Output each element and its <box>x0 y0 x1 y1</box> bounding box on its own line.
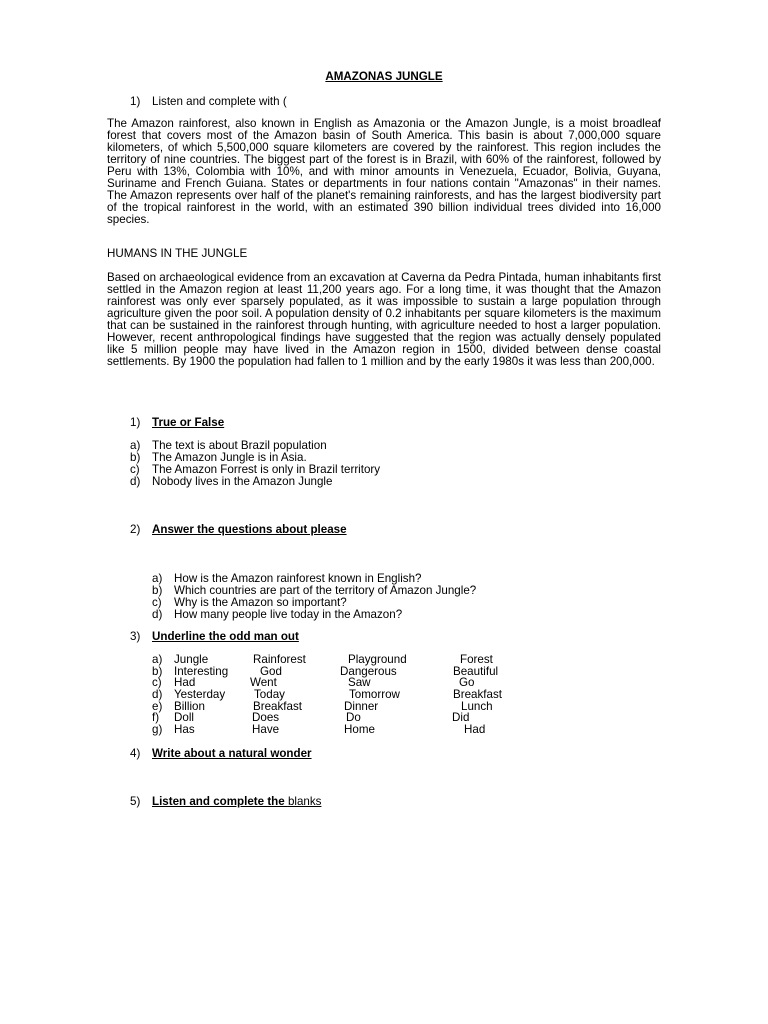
question-4-heading <box>130 748 312 760</box>
list-item: c) The Amazon Forrest is only in Brazil territory <box>130 463 381 476</box>
page-title: AMAZONAS JUNGLE <box>325 70 443 83</box>
question-number: 1) <box>130 416 141 429</box>
question-number: 5) <box>130 795 141 808</box>
intro-instruction <box>130 96 287 108</box>
question-label: Listen and complete the <box>152 795 288 808</box>
question-label: Answer the questions about please <box>152 523 347 536</box>
list-item: a) How is the Amazon rainforest known in English? <box>152 572 422 585</box>
question-1-items <box>130 440 380 488</box>
question-label: Write about a natural wonder <box>152 747 312 760</box>
list-item: d) How many people live today in the Amazon? <box>152 608 403 621</box>
intro-text: Listen and complete with ( <box>152 95 287 108</box>
list-item: d) Nobody lives in the Amazon Jungle <box>130 475 333 488</box>
question-label: True or False <box>152 416 225 429</box>
list-item: b) The Amazon Jungle is in Asia. <box>130 451 307 464</box>
question-number: 2) <box>130 523 141 536</box>
paragraph-humans: Based on archaeological evidence from an excavation at Caverna da Pedra Pintada, human inhabitants first settled in the Amazon region at least 11,200 years ago. For a long time, it was thought that the Amazon rainforest was only ever sparsely populated, as it was impossible to sustain a large population through agriculture given the poor soil. A population density of 0.2 inhabitants per square kilometers is the maximum that can be sustained in the rainforest through hunting, with agriculture needed to host a larger population. However, recent anthropological findings have suggested that the region was actually densely populated like 5 million people may have lived in the Amazon region in 1500, divided between dense coastal settlements. By 1900 the population had fallen to 1 million and by the early 1980s it was less than 200,000. <box>107 271 661 368</box>
section-heading-humans: HUMANS IN THE JUNGLE <box>107 247 248 260</box>
question-2-items <box>152 573 476 621</box>
question-label-tail: blanks <box>287 795 322 808</box>
list-item: a) The text is about Brazil population <box>130 439 327 452</box>
list-item: c) Why is the Amazon so important? <box>152 596 347 609</box>
question-5-heading <box>130 796 321 808</box>
question-1-heading <box>130 417 224 429</box>
question-number: 3) <box>130 630 141 643</box>
intro-number: 1) <box>130 95 141 108</box>
paragraph-amazon: The Amazon rainforest, also known in English as Amazonia or the Amazon Jungle, is a moist broadleaf forest that covers most of the Amazon basin of South America. This basin is about 7,000,000 square kilometers, of which 5,500,000 square kilometers are covered by the rainforest. This region includes the territory of nine countries. The biggest part of the forest is in Brazil, with 60% of the rainforest, followed by Peru with 13%, Colombia with 10%, and with minor amounts in Venezuela, Ecuador, Bolivia, Guyana, Suriname and French Guiana. States or departments in four nations contain "Amazonas" in their names. The Amazon represents over half of the planet's remaining rainforests, and has the largest biodiversity part of the tropical rainforest in the world, with an estimated 390 billion individual trees divided into 16,000 species. <box>107 117 661 226</box>
question-label: Underline the odd man out <box>152 630 299 643</box>
question-2-heading <box>130 524 347 536</box>
question-number: 4) <box>130 747 141 760</box>
list-item: b) Which countries are part of the territory of Amazon Jungle? <box>152 584 477 597</box>
question-3-heading <box>130 631 299 643</box>
worksheet-page: AMAZONAS JUNGLE 1) Listen and complete with ( The Amazon rainforest, also known in English as Amazonia or the Amazon Jungle, is a moist broadleaf forest that covers most of the Amazon basin of South America. This basin is about 7,000,000 square kilometers, of which 5,500,000 square kilometers are covered by the rainforest. This region includes the territory of nine countries. The biggest part of the forest is in Brazil, with 60% of the rainforest, followed by Peru with 13%, Colombia with 10%, and with minor amounts in Venezuela, Ecuador, Bolivia, Guyana, Suriname and French Guiana. States or departments in four nations contain "Amazonas" in their names. The Amazon represents over half of the planet's remaining rainforests, and has the largest biodiversity part of the tropical rainforest in the world, with an estimated 390 billion individual trees divided into 16,000 species. HUMANS IN THE JUNGLE Based on archaeological evidence from an excavation at Caverna da Pedra Pintada, human inhabitants first settled in the Amazon region at least 11,200 years ago. For a long time, it was thought that the Amazon rainforest was only ever sparsely populated, as it was impossible to sustain a large population through agriculture given the poor soil. A population density of 0.2 inhabitants per square kilometers is the maximum that can be sustained in the rainforest through hunting, with agriculture needed to host a larger population. However, recent anthropological findings have suggested that the region was actually densely populated like 5 million people may have lived in the Amazon region in 1500, divided between dense coastal settlements. By 1900 the population had fallen to 1 million and by the early 1980s it was less than 200,000. 1) True or False a) The text is about Brazil population b) The Amazon Jungle is in Asia. c) The Amazon Forrest is only in Brazil territory d) Nobody lives in the Amazon Jungle 2) Answer the questions about please a) How is the Amazon rainforest known in English? b) Which countries are part of the territory of Amazon Jungle? c) Why is the Amazon so important? d) How many people live today in the Amazon? 3) Underline the odd man out a) Jungle Rainforest Playground Forest b) Interesting God Dangerous Beautiful c) Had Went Saw Go d) Yesterday Today Tomorrow Breakfast e) Billion Breakfast Dinner Lunch f) Doll Does Do Did g) Has Have Home Had 4) Write about a natural wonder 5) Listen and complete the blanks <box>0 0 768 1024</box>
